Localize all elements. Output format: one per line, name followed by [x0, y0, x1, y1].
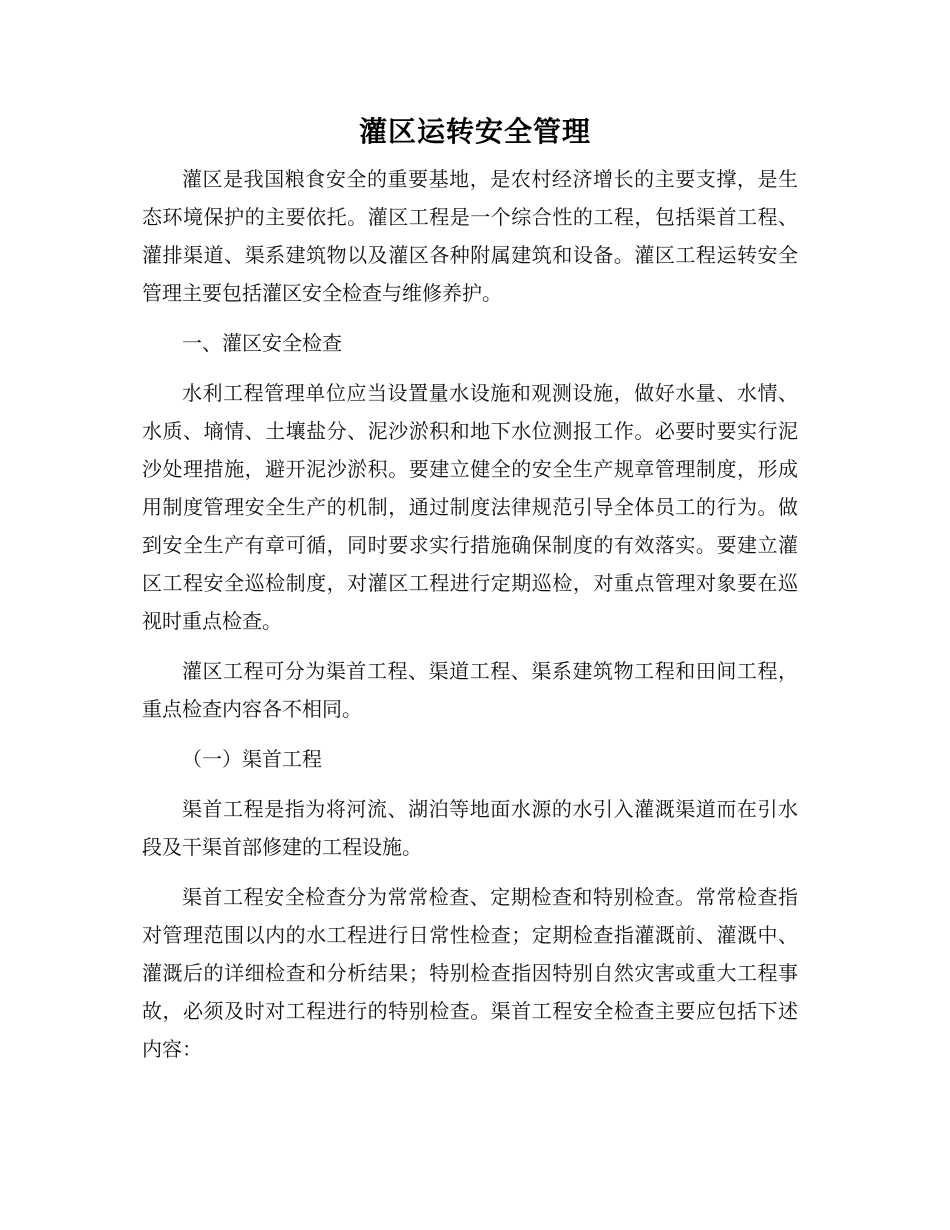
- document-body: [142, 160, 798, 1080]
- intro-paragraph: 灌区是我国粮食安全的重要基地，是农村经济增长的主要支撑，是生态环境保护的主要依托。灌区工程是一个综合性的工程，包括渠首工程、灌排渠道、渠系建筑物以及灌区各种附属建筑和设备。灌区工程运转安全管理主要包括灌区安全检查与维修养护。: [142, 167, 798, 305]
- subsection-heading-headworks: （一）渠首工程: [182, 747, 322, 771]
- project-types-paragraph: 灌区工程可分为渠首工程、渠道工程、渠系建筑物工程和田间工程，重点检查内容各不相同。: [142, 659, 798, 721]
- section-heading-safety-inspection: 一、灌区安全检查: [182, 331, 342, 355]
- document-title: 灌区运转安全管理: [358, 115, 591, 148]
- headworks-definition-paragraph: 渠首工程是指为将河流、湖泊等地面水源的水引入灌溉渠道而在引水段及干渠首部修建的工程设施。: [142, 797, 798, 859]
- headworks-inspection-paragraph: 渠首工程安全检查分为常常检查、定期检查和特别检查。常常检查指对管理范围以内的水工程进行日常性检查；定期检查指灌溉前、灌溉中、灌溉后的详细检查和分析结果；特别检查指因特别自然灾害或重大工程事故，必须及时对工程进行的特别检查。渠首工程安全检查主要应包括下述内容：: [142, 885, 798, 1061]
- inspection-paragraph: 水利工程管理单位应当设置量水设施和观测设施，做好水量、水情、水质、墒情、土壤盐分、泥沙淤积和地下水位测报工作。必要时要实行泥沙处理措施，避开泥沙淤积。要建立健全的安全生产规章管理制度，形成用制度管理安全生产的机制，通过制度法律规范引导全体员工的行为。做到安全生产有章可循，同时要求实行措施确保制度的有效落实。要建立灌区工程安全巡检制度，对灌区工程进行定期巡检，对重点管理对象要在巡视时重点检查。: [142, 381, 798, 633]
